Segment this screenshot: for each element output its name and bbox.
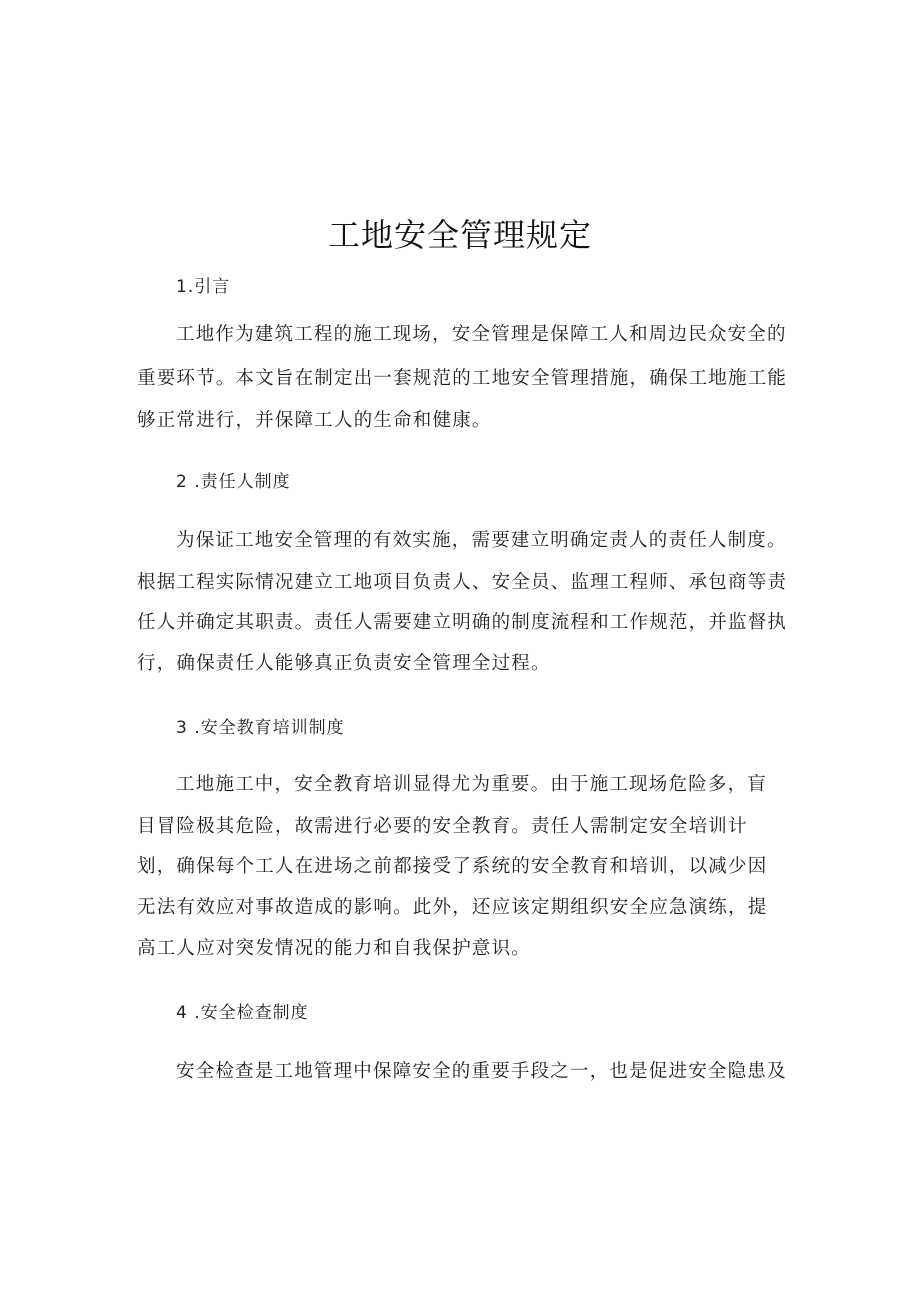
- section-heading-intro: 1.引言: [176, 277, 231, 297]
- paragraph-line: 高工人应对突发情况的能力和自我保护意识。: [137, 938, 532, 959]
- section-heading-responsibility: 2 .责任人制度: [176, 472, 291, 492]
- paragraph-line: 安全检查是工地管理中保障安全的重要手段之一，也是促进安全隐患及: [176, 1061, 787, 1082]
- section-heading-inspection: 4 .安全检查制度: [176, 1003, 309, 1023]
- paragraph-line: 无法有效应对事故造成的影响。此外，还应该定期组织安全应急演练，提: [137, 897, 768, 918]
- paragraph-line: 工地施工中，安全教育培训显得尤为重要。由于施工现场危险多，盲: [176, 774, 768, 795]
- paragraph-line: 任人并确定其职责。责任人需要建立明确的制度流程和工作规范，并监督执: [137, 612, 788, 633]
- paragraph-line: 划，确保每个工人在进场之前都接受了系统的安全教育和培训，以减少因: [137, 856, 768, 877]
- paragraph-line: 行，确保责任人能够真正负责安全管理全过程。: [137, 653, 551, 674]
- paragraph-line: 为保证工地安全管理的有效实施，需要建立明确定责人的责任人制度。: [176, 530, 787, 551]
- paragraph-line: 重要环节。本文旨在制定出一套规范的工地安全管理措施，确保工地施工能: [137, 368, 788, 389]
- paragraph-line: 够正常进行，并保障工人的生命和健康。: [137, 410, 492, 431]
- paragraph-line: 根据工程实际情况建立工地项目负责人、安全员、监理工程师、承包商等责: [137, 572, 788, 593]
- section-heading-training: 3 .安全教育培训制度: [176, 718, 345, 738]
- document-title: 工地安全管理规定: [327, 216, 592, 254]
- paragraph-line: 工地作为建筑工程的施工现场，安全管理是保障工人和周边民众安全的: [176, 324, 787, 345]
- paragraph-line: 目冒险极其危险，故需进行必要的安全教育。责任人需制定安全培训计: [137, 816, 748, 837]
